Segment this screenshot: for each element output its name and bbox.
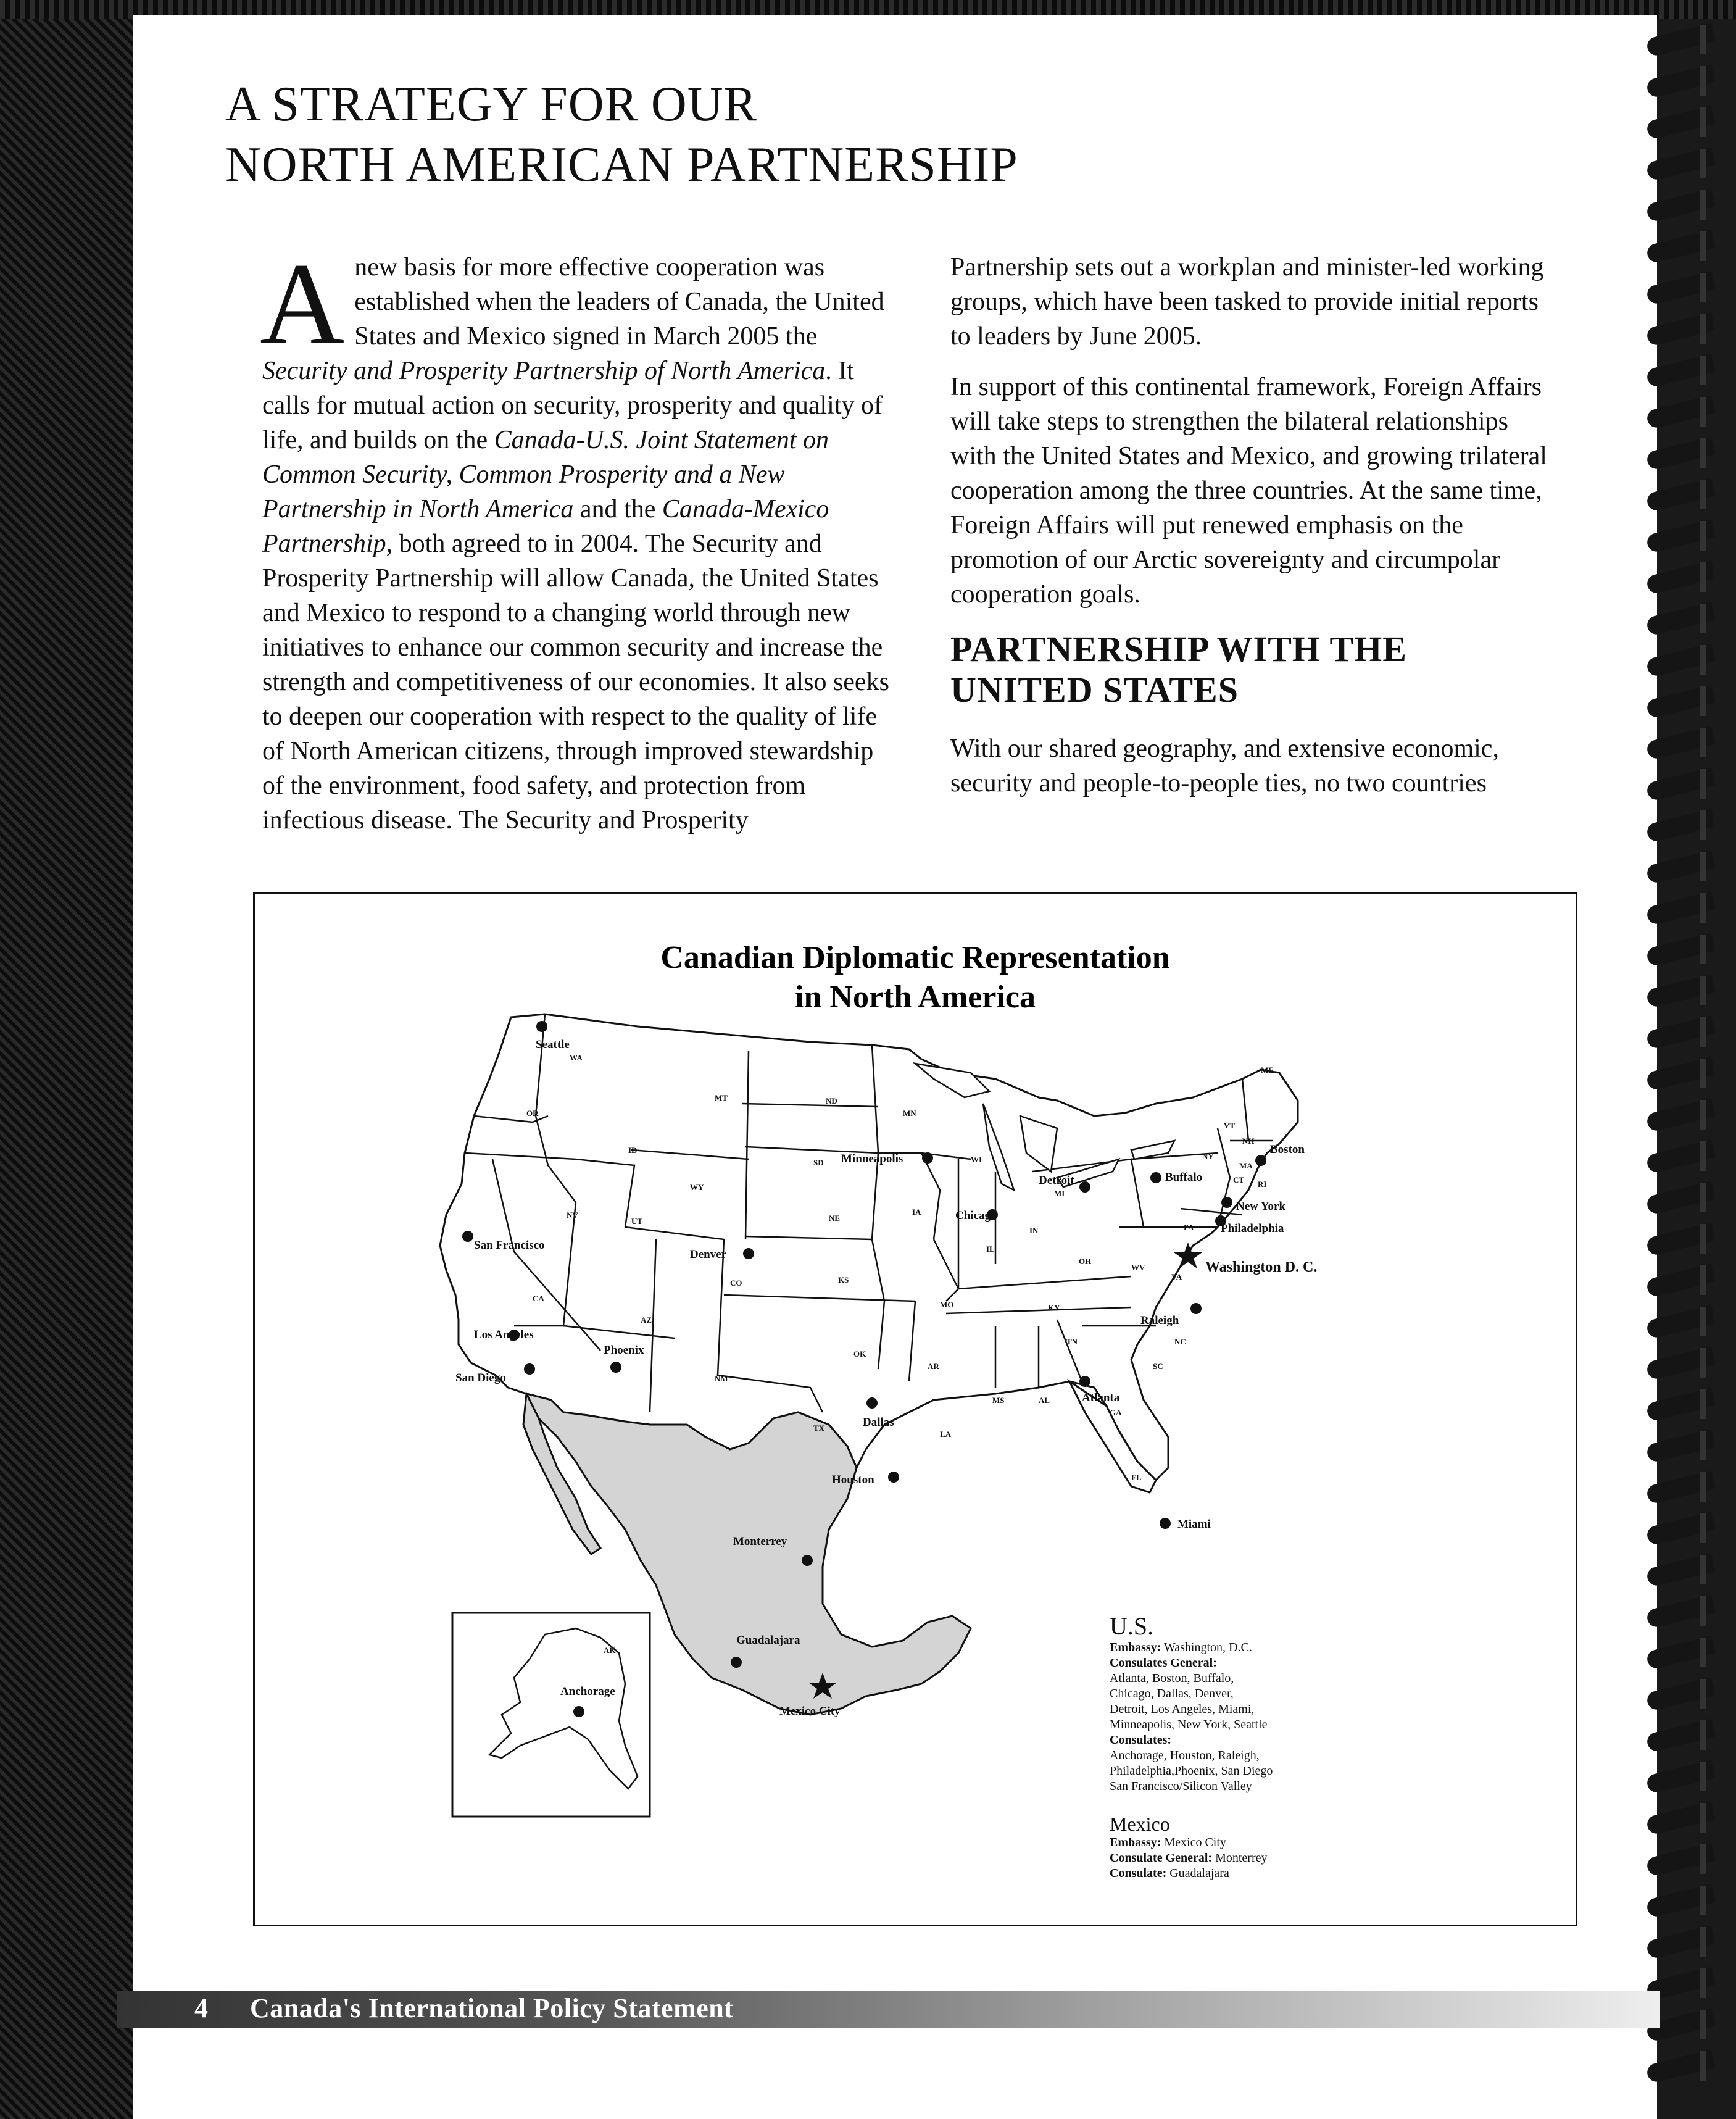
city-label-guadalajara: Guadalajara <box>736 1634 800 1647</box>
legend-us-embassy-label: Embassy: <box>1110 1641 1161 1654</box>
legend-us-cg-line-1: Atlanta, Boston, Buffalo, <box>1110 1671 1234 1685</box>
section-heading-line-1: PARTNERSHIP WITH THE <box>950 629 1407 669</box>
map-title-line-2: in North America <box>795 980 1036 1015</box>
state-label-nv: NV <box>567 1210 578 1220</box>
intro-text-3: and the <box>573 495 662 523</box>
state-label-ne: NE <box>829 1214 841 1223</box>
spiral-coil <box>1642 314 1734 344</box>
spiral-coil <box>1642 562 1734 592</box>
section-heading-line-2: UNITED STATES <box>950 670 1239 710</box>
state-label-sc: SC <box>1153 1362 1163 1371</box>
state-label-or: OR <box>526 1109 539 1118</box>
state-label-wv: WV <box>1131 1263 1145 1272</box>
city-dot-raleigh <box>1190 1303 1202 1314</box>
spiral-coil <box>1642 1762 1734 1791</box>
city-label-seattle: Seattle <box>536 1038 570 1051</box>
state-label-pa: PA <box>1184 1223 1194 1232</box>
spiral-coil <box>1642 935 1734 964</box>
state-label-wa: WA <box>570 1053 583 1062</box>
state-label-id: ID <box>628 1146 638 1155</box>
legend-us-embassy-value: Washington, D.C. <box>1164 1641 1252 1654</box>
city-label-miami: Miami <box>1177 1518 1211 1531</box>
left-column <box>260 239 892 854</box>
spiral-coil <box>1642 521 1734 551</box>
state-label-nm: NM <box>715 1374 728 1383</box>
state-label-wi: WI <box>971 1155 982 1164</box>
page-number: 4 <box>194 1993 208 2023</box>
state-label-nh: NH <box>1242 1136 1255 1146</box>
legend-us-c-label: Consulates: <box>1110 1733 1172 1747</box>
state-label-vt: VT <box>1224 1121 1236 1130</box>
city-dot-miami <box>1160 1518 1171 1529</box>
right-column <box>950 250 1555 817</box>
city-label-houston: Houston <box>832 1473 874 1486</box>
spiral-coil <box>1642 810 1734 840</box>
spiral-coil <box>1642 645 1734 675</box>
spiral-coil <box>1642 438 1734 468</box>
spiral-coil <box>1642 1555 1734 1584</box>
intro-italic-3: Canada-Mexico Partnership <box>262 495 829 558</box>
city-dot-seattle <box>536 1021 547 1032</box>
intro-italic-2: Canada-U.S. Joint Statement on Common Security, Common Prosperity and a New Partnership in North America <box>262 426 829 523</box>
state-label-ia: IA <box>912 1207 921 1217</box>
spiral-coil <box>1642 66 1734 96</box>
legend-us-cg-line-3: Detroit, Los Angeles, Miami, <box>1110 1702 1255 1716</box>
spiral-coil <box>1642 1803 1734 1833</box>
legend-mx-embassy-label: Embassy: <box>1110 1836 1161 1849</box>
spiral-coil <box>1642 25 1734 54</box>
spiral-coil <box>1642 356 1734 385</box>
state-label-wy: WY <box>690 1183 704 1192</box>
spiral-binding <box>1642 25 1734 2111</box>
section-heading <box>950 629 1555 710</box>
intro-italic-1: Security and Prosperity Partnership of North America <box>262 357 826 385</box>
title-line-1: A STRATEGY FOR OUR <box>225 77 757 131</box>
city-dot-denver <box>743 1248 754 1259</box>
city-label-minneapolis: Minneapolis <box>841 1152 903 1165</box>
spiral-coil <box>1642 1100 1734 1130</box>
city-label-denver: Denver <box>690 1248 727 1261</box>
leather-background <box>0 0 139 2119</box>
legend-us-c-line-2: Philadelphia,Phoenix, San Diego <box>1110 1764 1273 1778</box>
city-dot-minneapolis <box>922 1152 933 1164</box>
drop-cap: A <box>260 239 345 369</box>
spiral-coil <box>1642 1183 1734 1212</box>
city-label-phoenix: Phoenix <box>604 1344 644 1357</box>
state-label-in: IN <box>1029 1226 1039 1235</box>
city-label-dallas: Dallas <box>863 1416 894 1429</box>
intro-text-2: . It calls for mutual action on security, prosperity and quality of life, and builds on the <box>262 357 883 454</box>
city-dot-san-francisco <box>462 1231 473 1242</box>
city-label-anchorage: Anchorage <box>560 1685 615 1698</box>
city-label-atlanta: Atlanta <box>1082 1391 1120 1404</box>
state-label-co: CO <box>730 1278 742 1288</box>
city-label-boston: Boston <box>1270 1143 1305 1156</box>
state-label-mt: MT <box>715 1093 728 1102</box>
legend-mx-c-value: Guadalajara <box>1169 1867 1229 1880</box>
spiral-coil <box>1642 1638 1734 1667</box>
spiral-coil <box>1642 728 1734 757</box>
map-figure <box>253 892 1577 1926</box>
legend-mx-embassy-value: Mexico City <box>1164 1836 1226 1849</box>
city-label-monterrey: Monterrey <box>733 1535 787 1548</box>
spiral-coil <box>1642 1017 1734 1047</box>
legend-us-heading: U.S. <box>1110 1612 1154 1640</box>
state-label-ok: OK <box>853 1349 866 1359</box>
us-outline <box>440 1014 1298 1480</box>
legend-us-embassy <box>1110 1640 1542 1655</box>
state-label-ny: NY <box>1202 1152 1214 1161</box>
spiral-coil <box>1642 1596 1734 1626</box>
intro-text-1: new basis for more effective cooperation was established when the leaders of Canada, the United States and Mexico signed in March 2005 the <box>354 253 884 351</box>
spiral-coil <box>1642 1307 1734 1336</box>
spiral-coil <box>1642 149 1734 178</box>
publication-title: Canada's International Policy Statement <box>250 1993 734 2023</box>
spiral-coil <box>1642 1431 1734 1460</box>
spiral-coil <box>1642 1141 1734 1171</box>
legend-mx-cg-value: Monterrey <box>1215 1851 1268 1865</box>
state-label-sd: SD <box>813 1158 824 1167</box>
city-dot-atlanta <box>1079 1376 1090 1387</box>
city-label-detroit: Detroit <box>1039 1174 1074 1187</box>
title-line-2: NORTH AMERICAN PARTNERSHIP <box>225 138 1018 192</box>
state-label-ma: MA <box>1239 1161 1253 1170</box>
city-dot-new-york <box>1221 1197 1232 1208</box>
spiral-coil <box>1642 1886 1734 1915</box>
spiral-coil <box>1642 231 1734 261</box>
spiral-coil <box>1642 1224 1734 1254</box>
legend-mx-c-label: Consulate: <box>1110 1867 1167 1880</box>
state-label-ri: RI <box>1258 1180 1267 1189</box>
spiral-coil <box>1642 976 1734 1005</box>
spiral-coil <box>1642 190 1734 220</box>
state-label-fl: FL <box>1131 1473 1142 1482</box>
city-dot-dallas <box>866 1397 878 1409</box>
state-label-ak: AK <box>604 1646 616 1655</box>
legend-us-c-line-3: San Francisco/Silicon Valley <box>1110 1780 1252 1793</box>
geography-paragraph: With our shared geography, and extensive economic, security and people-to-people ties, no two countries <box>950 735 1499 797</box>
spiral-coil <box>1642 1679 1734 1709</box>
state-label-tx: TX <box>813 1423 825 1433</box>
city-label-new-york: New York <box>1236 1200 1286 1213</box>
state-label-ms: MS <box>992 1396 1005 1405</box>
spiral-coil <box>1642 480 1734 509</box>
spiral-coil <box>1642 1513 1734 1543</box>
workplan-paragraph: Partnership sets out a workplan and minister-led working groups, which have been tasked to provide initial reports to leaders by June 2005. <box>950 253 1544 351</box>
city-dot-san-diego <box>524 1363 535 1375</box>
city-dot-monterrey <box>802 1555 813 1566</box>
state-label-al: AL <box>1039 1396 1050 1405</box>
state-label-nc: NC <box>1174 1337 1186 1346</box>
legend-us-cg-line-2: Chicago, Dallas, Denver, <box>1110 1687 1234 1701</box>
map-title-line-1: Canadian Diplomatic Representation <box>660 940 1170 975</box>
spiral-coil <box>1642 1844 1734 1874</box>
spiral-coil <box>1642 1927 1734 1957</box>
state-label-mi: MI <box>1054 1189 1065 1198</box>
state-label-il: IL <box>986 1244 995 1254</box>
legend-us-cg-label: Consulates General: <box>1110 1656 1217 1670</box>
state-label-ks: KS <box>838 1275 849 1284</box>
spiral-coil <box>1642 1389 1734 1419</box>
map-legend <box>1110 1613 1542 1881</box>
legend-us-cg-line-4: Minneapolis, New York, Seattle <box>1110 1718 1268 1731</box>
city-label-buffalo: Buffalo <box>1165 1171 1203 1184</box>
spiral-coil <box>1642 397 1734 427</box>
spiral-coil <box>1642 1472 1734 1502</box>
spiral-coil <box>1642 273 1734 302</box>
state-label-oh: OH <box>1079 1257 1092 1266</box>
framework-paragraph: In support of this continental framework, Foreign Affairs will take steps to strengthen the bilateral relationships with the United States and Mexico, and growing trilateral cooperation among the three countries. At the same time, Foreign Affairs will put renewed emphasis on the promotion of our Arctic sovereignty and circumpolar cooperation goals. <box>950 373 1547 609</box>
spiral-coil <box>1642 2051 1734 2081</box>
spiral-coil <box>1642 893 1734 923</box>
city-dot-buffalo <box>1150 1172 1161 1183</box>
spiral-coil <box>1642 1059 1734 1088</box>
state-label-ga: GA <box>1110 1408 1122 1417</box>
intro-paragraph <box>260 239 892 838</box>
city-label-philadelphia: Philadelphia <box>1221 1222 1284 1235</box>
spiral-coil <box>1642 769 1734 799</box>
legend-mx-heading: Mexico <box>1110 1813 1170 1835</box>
state-label-tn: TN <box>1066 1337 1078 1346</box>
legend-us-c-line-1: Anchorage, Houston, Raleigh, <box>1110 1749 1260 1762</box>
spiral-coil <box>1642 1348 1734 1378</box>
state-label-nd: ND <box>826 1096 837 1105</box>
state-label-mo: MO <box>940 1300 954 1309</box>
city-dot-anchorage <box>573 1706 584 1717</box>
city-dot-boston <box>1255 1155 1266 1166</box>
spiral-coil <box>1642 1720 1734 1750</box>
city-dot-houston <box>888 1472 899 1483</box>
intro-text-4: , both agreed to in 2004. The Security and Prosperity Partnership will allow Canada, the United States and Mexico to respond to a changing world through new initiatives to enhance our common security and increase the strength and competitiveness of our economies. It also seeks to deepen our cooperation with respect to the quality of life of North American citizens, through improved stewardship of the environment, food safety, and protection from infectious disease. The Security and Prosperity <box>262 530 889 835</box>
state-label-ky: KY <box>1048 1303 1060 1312</box>
city-dot-phoenix <box>610 1362 621 1373</box>
state-label-me: ME <box>1261 1065 1274 1075</box>
city-label-los-angeles: Los Angeles <box>474 1328 534 1341</box>
spiral-coil <box>1642 107 1734 137</box>
spiral-coil <box>1642 686 1734 716</box>
state-label-ut: UT <box>631 1217 643 1226</box>
state-label-va: VA <box>1171 1272 1182 1281</box>
city-dot-guadalajara <box>731 1657 742 1668</box>
spiral-coil <box>1642 852 1734 881</box>
city-dot-detroit <box>1079 1181 1090 1193</box>
state-label-ct: CT <box>1233 1175 1245 1184</box>
city-label-san-diego: San Diego <box>455 1372 506 1384</box>
spiral-coil <box>1642 1265 1734 1295</box>
legend-mx-cg-label: Consulate General: <box>1110 1851 1213 1865</box>
page-title <box>225 74 1018 195</box>
state-label-az: AZ <box>641 1315 652 1325</box>
state-label-la: LA <box>940 1430 952 1439</box>
spiral-coil <box>1642 604 1734 633</box>
city-label-mexico-city: Mexico City <box>779 1705 841 1718</box>
city-label-san-francisco: San Francisco <box>474 1239 545 1252</box>
city-label-chicago: Chicago <box>955 1209 997 1222</box>
city-label-washington: Washington D. C. <box>1205 1259 1318 1275</box>
state-label-ca: CA <box>533 1294 544 1303</box>
state-label-ar: AR <box>928 1362 939 1371</box>
city-label-raleigh: Raleigh <box>1140 1314 1179 1327</box>
state-label-mn: MN <box>903 1109 916 1118</box>
